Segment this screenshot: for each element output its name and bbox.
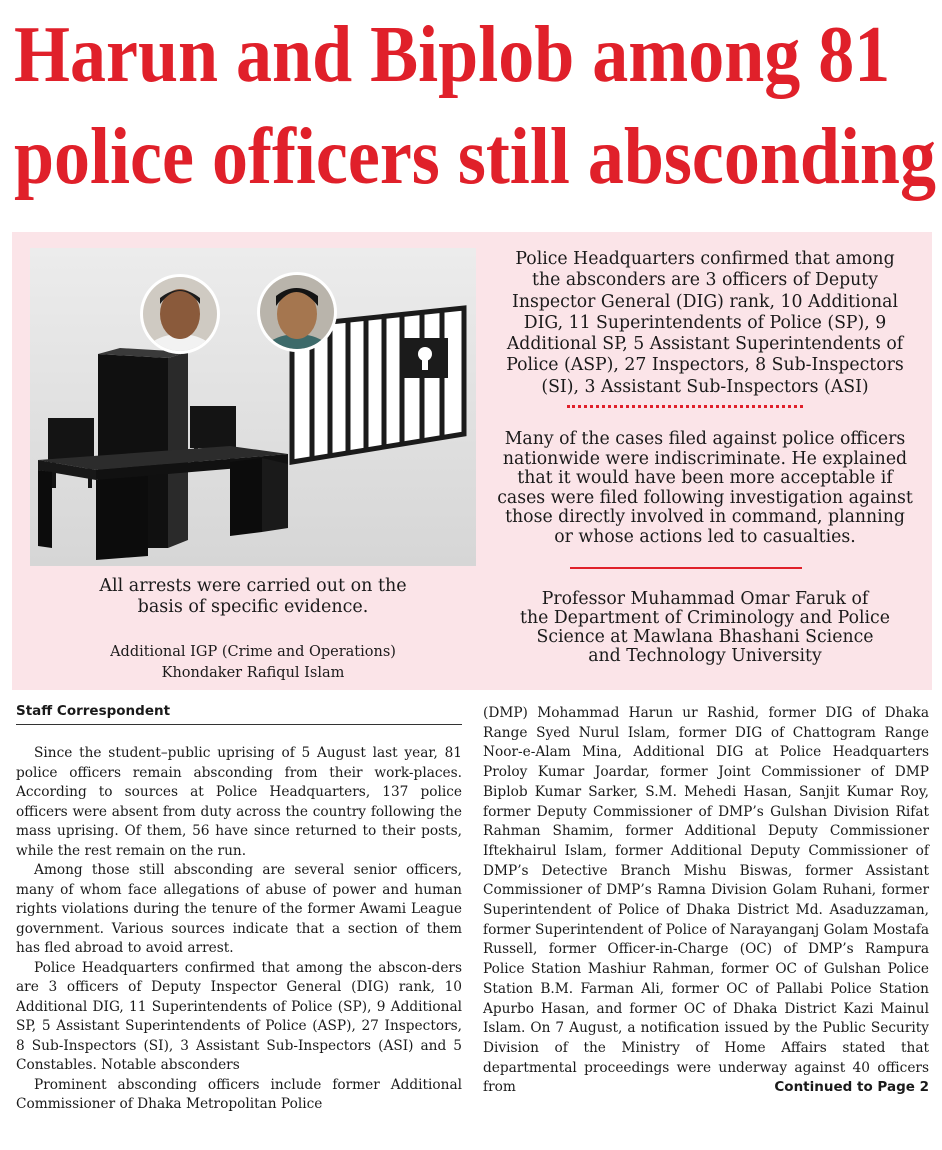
continued-link[interactable]: Continued to Page 2 — [774, 1079, 929, 1096]
quote-line: or whose actions led to casualties. — [554, 526, 856, 547]
article-paragraph: Among those still absconding are several senior officers, many of whom face allegations of abuse of power and human rights violations during the tenure of the former Awami League government. Various sources indicate that a section of them has fled abroad to avoid arrest. — [16, 862, 462, 956]
red-divider — [570, 567, 802, 569]
quote-line: that it would have been more acceptable if — [517, 468, 893, 489]
quote-line: Inspector General (DIG) rank, 10 Additional — [512, 291, 898, 312]
article-paragraph: Prominent absconding officers include former Additional Commissioner of Dhaka Metropolitan Police — [16, 1076, 462, 1112]
illustration-svg — [30, 248, 476, 566]
right-quote-top — [493, 249, 917, 398]
attrib-line: Science at Mawlana Bhashani Science — [536, 627, 874, 647]
quote-line: Many of the cases filed against police officers — [504, 429, 906, 449]
left-quote-line-1: All arrests were carried out on the — [99, 576, 407, 596]
right-quote-bottom — [493, 430, 917, 548]
left-quote-line-2: basis of specific evidence. — [137, 597, 369, 617]
right-quote-attribution — [493, 590, 917, 666]
quote-line: (SI), 3 Assistant Sub-Inspectors (ASI) — [541, 376, 869, 397]
quote-line: Police Headquarters confirmed that among — [515, 249, 895, 269]
byline: Staff Correspondent — [16, 702, 462, 725]
attrib-line: Professor Muhammad Omar Faruk of — [541, 589, 869, 609]
left-attrib-line-2: Khondaker Rafiqul Islam — [161, 665, 345, 681]
quote-line: DIG, 11 Superintendents of Police (SP), 9 — [523, 312, 887, 333]
quote-line: Additional SP, 5 Assistant Superintendents of — [506, 334, 904, 355]
left-quote-attribution — [30, 642, 476, 684]
article-column-left — [16, 744, 462, 1115]
headline — [14, 4, 936, 208]
quote-line: the absconders are 3 officers of Deputy — [532, 270, 878, 291]
article-column-right — [483, 704, 929, 1098]
attrib-line: the Department of Criminology and Police — [520, 608, 890, 628]
headline-line-2: police officers still absconding — [14, 113, 936, 201]
illustration-image — [30, 248, 476, 566]
dotted-divider — [567, 405, 803, 408]
left-quote — [30, 576, 476, 618]
left-attrib-line-1: Additional IGP (Crime and Operations) — [110, 644, 396, 660]
quote-line: cases were filed following investigation against — [497, 487, 913, 508]
quote-line: those directly involved in command, planning — [505, 507, 905, 528]
headline-line-1: Harun and Biplob among 81 — [14, 11, 891, 99]
article-paragraph: Since the student–public uprising of 5 August last year, 81 police officers remain absconding from their work-places. According to sources at Police Headquarters, 137 police officers were absent from duty across the country following the mass uprising. Of them, 56 have since returned to their posts, while the rest remain on the run. — [16, 745, 462, 859]
quote-line: nationwide were indiscriminate. He explained — [502, 448, 908, 469]
attrib-line: and Technology University — [588, 646, 822, 666]
article-paragraph: (DMP) Mohammad Harun ur Rashid, former DIG of Dhaka Range Syed Nurul Islam, former DIG of Chattogram Range Noor-e-Alam Mina, Additional DIG at Police Headquarters Proloy Kumar Joardar, former Joint Commissioner of DMP Biplob Kumar Sarker, S.M. Mehedi Hasan, Sanjit Kumar Roy, former Deputy Commissioner of DMP’s Gulshan Division Rifat Rahman Shamim, former Additional Deputy Commissioner Iftekhairul Islam, former Additional Deputy Commissioner of DMP’s Detective Branch Mishu Biswas, former Assistant Commissioner of DMP’s Ramna Division Golam Ruhani, former Superintendent of Police of Dhaka District Md. Asaduzzaman, former Superintendent of Police of Narayanganj Golam Mostafa Russell, former Officer-in-Charge (OC) of DMP’s Rampura Police Station Mashiur Rahman, former OC of Gulshan Police Station B.M. Farman Ali, former OC of Pallabi Police Station Apurbo Hasan, and former OC of Dhaka District Kazi Mainul Islam. On 7 August, a notification issued by the Public Security Division of the Ministry of Home Affairs stated that departmental proceedings were underway against 40 officers from — [483, 705, 929, 1096]
quote-line: Police (ASP), 27 Inspectors, 8 Sub-Inspectors — [506, 355, 904, 376]
article-paragraph: Police Headquarters confirmed that among the abscon-ders are 3 officers of Deputy Inspector General (DIG) rank, 10 Additional DIG, 11 Superintendents of Police (SP), 9 Additional SP, 5 Assistant Superintendents of Police (ASP), 27 Inspectors, 8 Sub-Inspectors (SI), 3 Assistant Sub-Inspectors (ASI) and 5 Constables. Notable absconders — [16, 959, 462, 1073]
